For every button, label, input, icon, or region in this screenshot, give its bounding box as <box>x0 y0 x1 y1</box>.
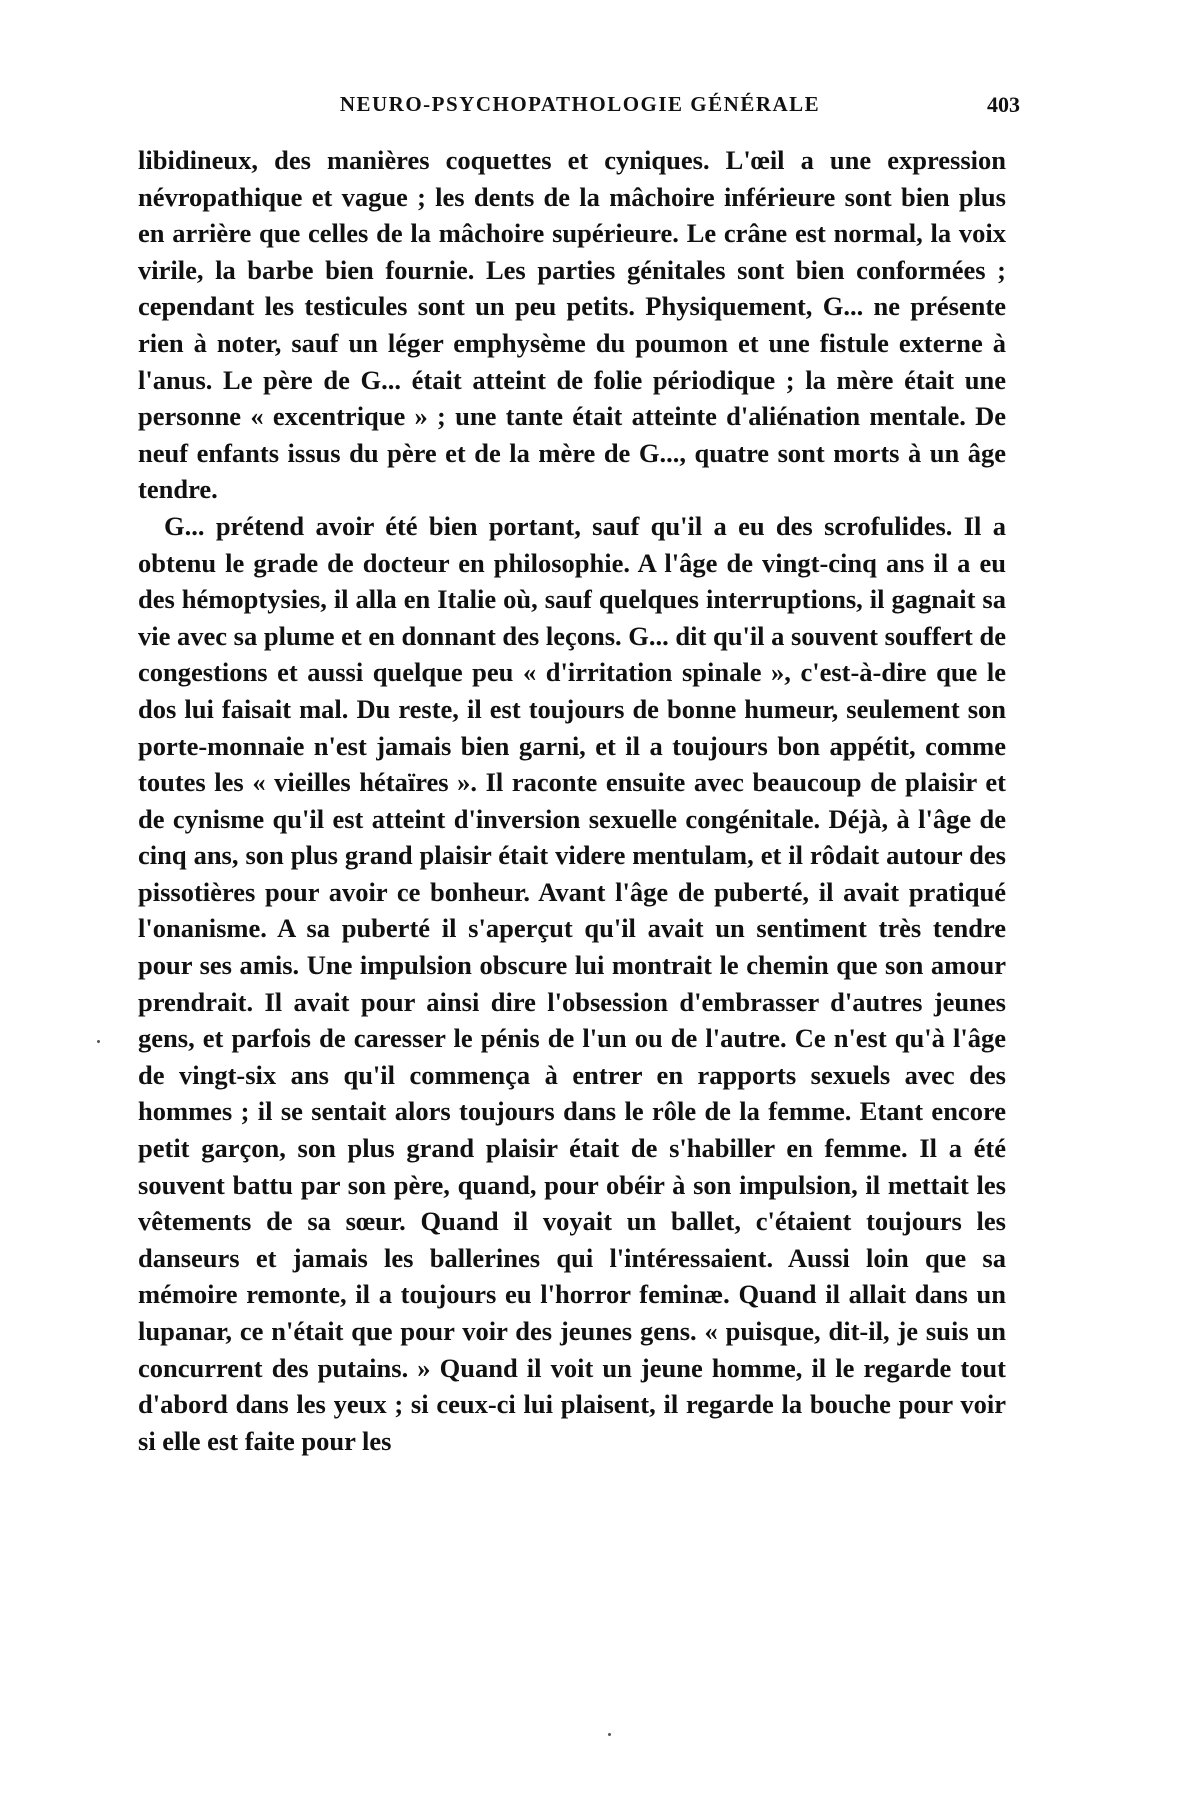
ink-speck <box>608 1733 611 1736</box>
running-head <box>140 92 1020 122</box>
paragraph-1: libidineux, des manières coquettes et cyniques. L'œil a une expression névropathique et vague ; les dents de la mâchoire inférieure sont bien plus en arrière que celles de la mâchoire supérieure. Le crâne est normal, la voix virile, la barbe bien fournie. Les parties génitales sont bien conformées ; cependant les testicules sont un peu petits. Physiquement, G... ne présente rien à noter, sauf un léger emphysème du poumon et une fistule externe à l'anus. Le père de G... était atteint de folie périodique ; la mère était une personne « excentrique » ; une tante était atteinte d'aliénation mentale. De neuf enfants issus du père et de la mère de G..., quatre sont morts à un âge tendre. <box>138 145 1006 505</box>
page-number: 403 <box>987 92 1020 117</box>
ink-speck <box>97 1040 100 1043</box>
paragraph-2: G... prétend avoir été bien portant, sauf qu'il a eu des scrofulides. Il a obtenu le grade de docteur en philosophie. A l'âge de vingt-cinq ans il a eu des hémoptysies, il alla en Italie où, sauf quelques interruptions, il gagnait sa vie avec sa plume et en donnant des leçons. G... dit qu'il a souvent souffert de congestions et aussi quelque peu « d'irritation spinale », c'est-à-dire que le dos lui faisait mal. Du reste, il est toujours de bonne humeur, seulement son porte-monnaie n'est jamais bien garni, et il a toujours bon appétit, comme toutes les « vieilles hétaïres ». Il raconte ensuite avec beaucoup de plaisir et de cynisme qu'il est atteint d'inversion sexuelle congénitale. Déjà, à l'âge de cinq ans, son plus grand plaisir était videre mentulam, et il rôdait autour des pissotières pour avoir ce bonheur. Avant l'âge de puberté, il avait pratiqué l'onanisme. A sa puberté il s'aperçut qu'il avait un sentiment très tendre pour ses amis. Une impulsion obscure lui montrait le chemin que son amour prendrait. Il avait pour ainsi dire l'obsession d'embrasser d'autres jeunes gens, et parfois de caresser le pénis de l'un ou de l'autre. Ce n'est qu'à l'âge de vingt-six ans qu'il commença à entrer en rapports sexuels avec des hommes ; il se sentait alors toujours dans le rôle de la femme. Etant encore petit garçon, son plus grand plaisir était de s'habiller en femme. Il a été souvent battu par son père, quand, pour obéir à son impulsion, il mettait les vêtements de sa sœur. Quand il voyait un ballet, c'étaient toujours les danseurs et jamais les ballerines qui l'intéressaient. Aussi loin que sa mémoire remonte, il a toujours eu l'horror feminæ. Quand il allait dans un lupanar, ce n'était que pour voir des jeunes gens. « puisque, dit-il, je suis un concurrent des putains. » Quand il voit un jeune homme, il le regarde tout d'abord dans les yeux ; si ceux-ci lui plaisent, il regarde la bouche pour voir si elle est faite pour les <box>138 510 1006 1456</box>
running-title: NEURO-PSYCHOPATHOLOGIE GÉNÉRALE <box>339 92 821 116</box>
body-text <box>138 142 1006 1459</box>
